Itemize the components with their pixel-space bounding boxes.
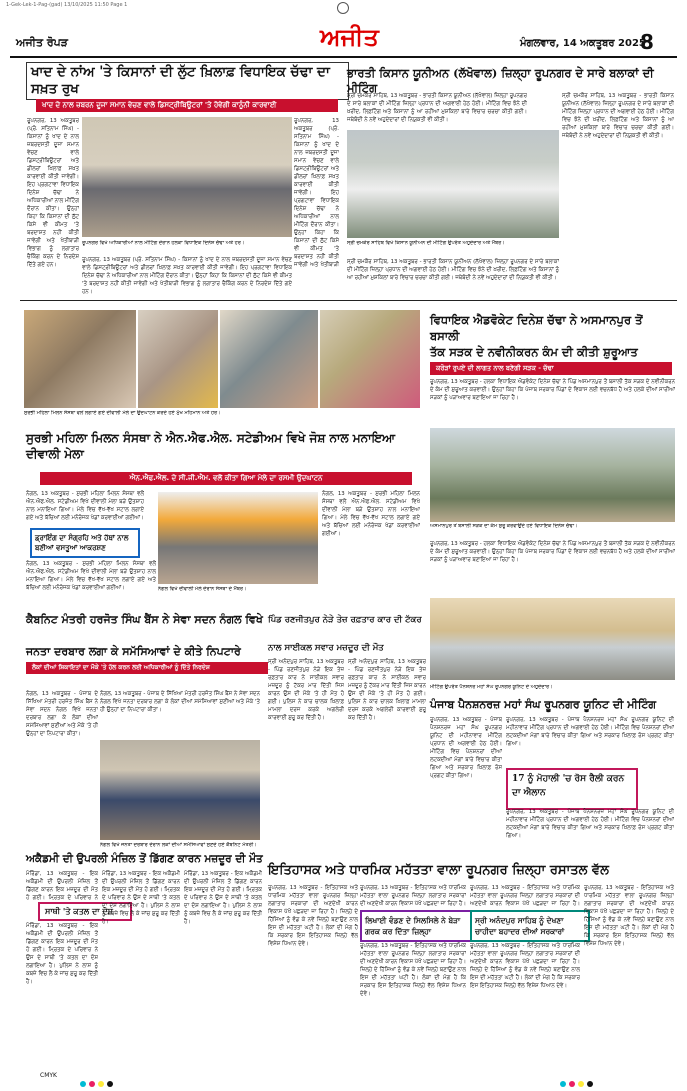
story2-caption: ਸ੍ਰੀ ਚਮਕੌਰ ਸਾਹਿਬ ਵਿਖੇ ਕਿਸਾਨ ਯੂਨੀਅਨ ਦੀ ਮੀਟਿੰਗ ਉਪਰੰਤ ਅਹੁਦੇਦਾਰ ਅਤੇ ਮੈਂਬਰ। (347, 240, 505, 246)
story5-caption: ਨੰਗਲ ਵਿਖੇ ਜਨਤਾ ਦਰਬਾਰ ਦੌਰਾਨ ਲੋਕਾਂ ਦੀਆਂ ਸਮੱਸਿਆਵਾਂ ਸੁਣਦੇ ਹੋਏ ਕੈਬਨਿਟ ਮੰਤਰੀ। (100, 842, 257, 848)
issue-date: ਮੰਗਲਵਾਰ, 14 ਅਕਤੂਬਰ 2025 (520, 38, 646, 49)
story6-headline-line1: ਪਿੰਡ ਰਣਜੀਤਪੁਰ ਨੇੜੇ ਤੇਜ਼ ਰਫ਼ਤਾਰ ਕਾਰ ਦੀ ਟੱਕਰ (268, 615, 422, 625)
story2-body-top: ਸ੍ਰੀ ਚਮਕੌਰ ਸਾਹਿਬ, 13 ਅਕਤੂਬਰ - ਭਾਰਤੀ ਕਿਸਾਨ ਯੂਨੀਅਨ (ਲੱਖੋਵਾਲ) ਜ਼ਿਲ੍ਹਾ ਰੂਪਨਗਰ ਦੇ ਸਾਰੇ ਬਲਾਕਾਂ ਦੀ ਮੀਟਿੰਗ ਜ਼ਿਲ੍ਹਾ ਪ੍ਰਧਾਨ ਦੀ ਅਗਵਾਈ ਹੇਠ ਹੋਈ। ਮੀਟਿੰਗ ਵਿਚ ਝੋਨੇ ਦੀ ਖ਼ਰੀਦ, ਲਿਫ਼ਟਿੰਗ ਅਤੇ ਕਿਸਾਨਾਂ ਨੂੰ ਆ ਰਹੀਆਂ ਮੁਸ਼ਕਿਲਾਂ ਬਾਰੇ ਵਿਚਾਰ ਚਰਚਾ ਕੀਤੀ ਗਈ। ਜਥੇਬੰਦੀ ਨੇ ਨਵੇਂ ਅਹੁਦੇਦਾਰਾਂ ਦੀ ਨਿਯੁਕਤੀ ਵੀ ਕੀਤੀ। (347, 93, 527, 123)
story4-body-top: ਨੰਗਲ, 13 ਅਕਤੂਬਰ - ਸੁਰਭੀ ਮਹਿਲਾ ਮਿਲਨ ਸੰਸਥਾ ਵਲੋਂ ਐਨ.ਐਫ.ਐਲ. ਸਟੇਡੀਅਮ ਵਿਖੇ ਦੀਵਾਲੀ ਮੇਲਾ ਬੜੇ ਉਤਸ਼ਾਹ ਨਾਲ ਮਨਾਇਆ ਗਿਆ। ਮੇਲੇ ਵਿਚ ਵੱਖ-ਵੱਖ ਸਟਾਲ ਲਗਾਏ ਗਏ ਅਤੇ ਬੱਚਿਆਂ ਲਈ ਮਨੋਰੰਜਕ ਖੇਡਾਂ ਕਰਵਾਈਆਂ ਗਈਆਂ। (26, 491, 144, 521)
story7-body-col1: ਰੂਪਨਗਰ, 13 ਅਕਤੂਬਰ - ਪੰਜਾਬ ਪੈਨਸ਼ਨਰਜ਼ ਮਹਾਂ ਸੰਘ ਰੂਪਨਗਰ ਯੂਨਿਟ ਦੀ ਮਹੀਨਾਵਾਰ ਮੀਟਿੰਗ ਪ੍ਰਧਾਨ ਦੀ ਅਗਵਾਈ ਹੇਠ ਹੋਈ। ਮੀਟਿੰਗ ਵਿਚ ਪੈਨਸ਼ਨਰਾਂ ਦੀਆਂ ਲਟਕਦੀਆਂ ਮੰਗਾਂ ਬਾਰੇ ਵਿਚਾਰ ਕੀਤਾ ਗਿਆ ਅਤੇ ਸਰਕਾਰ ਖ਼ਿਲਾਫ਼ ਰੋਸ ਪ੍ਰਗਟ ਕੀਤਾ ਗਿਆ। (430, 717, 502, 779)
story1-caption: ਰੂਪਨਗਰ ਵਿਖੇ ਅਧਿਕਾਰੀਆਂ ਨਾਲ ਮੀਟਿੰਗ ਦੌਰਾਨ ਹਲਕਾ ਵਿਧਾਇਕ ਦਿਨੇਸ਼ ਚੱਢਾ ਅਤੇ ਹੋਰ। (82, 240, 245, 246)
registration-dots (80, 1072, 116, 1091)
story1-photo (82, 117, 292, 237)
story4-photo-4 (320, 310, 420, 408)
story4-photo-2 (138, 310, 218, 408)
story4-body-col1: ਨੰਗਲ, 13 ਅਕਤੂਬਰ - ਸੁਰਭੀ ਮਹਿਲਾ ਮਿਲਨ ਸੰਸਥਾ ਵਲੋਂ ਐਨ.ਐਫ.ਐਲ. ਸਟੇਡੀਅਮ ਵਿਖੇ ਦੀਵਾਲੀ ਮੇਲਾ ਬੜੇ ਉਤਸ਼ਾਹ ਨਾਲ ਮਨਾਇਆ ਗਿਆ। ਮੇਲੇ ਵਿਚ ਵੱਖ-ਵੱਖ ਸਟਾਲ ਲਗਾਏ ਗਏ ਅਤੇ ਬੱਚਿਆਂ ਲਈ ਮਨੋਰੰਜਕ ਖੇਡਾਂ ਕਰਵਾਈਆਂ ਗਈਆਂ। (26, 561, 156, 591)
story3-caption: ਅਸਮਾਨਪੁਰ ਤੋਂ ਬਸਾਲੀ ਸੜਕ ਦਾ ਕੰਮ ਸ਼ੁਰੂ ਕਰਵਾਉਂਦੇ ਹੋਏ ਵਿਧਾਇਕ ਦਿਨੇਸ਼ ਚੱਢਾ। (430, 523, 578, 529)
story4-photo-3 (220, 310, 318, 408)
story4-highlight-box: ਡ੍ਰਾਇੰਗ ਦਾ ਸੰਗ੍ਰਹਿ ਅਤੇ ਹੱਥਾਂ ਨਾਲ ਬਣੀਆਂ ਵਸਤੂਆਂ ਆਕਰਸ਼ਣ (30, 528, 140, 558)
cmyk-label: CMYK (40, 1072, 57, 1079)
story5-subhead: ਲੋਕਾਂ ਦੀਆਂ ਸ਼ਿਕਾਇਤਾਂ ਦਾ ਮੌਕੇ 'ਤੇ ਹੱਲ ਕਰਨ ਲਈ ਅਧਿਕਾਰੀਆਂ ਨੂੰ ਦਿੱਤੇ ਨਿਰਦੇਸ਼ (26, 662, 268, 674)
story9-body-col3: ਰੂਪਨਗਰ, 13 ਅਕਤੂਬਰ - ਇਤਿਹਾਸਕ ਅਤੇ ਧਾਰਮਿਕ ਮਹੱਤਤਾ ਵਾਲਾ ਰੂਪਨਗਰ ਜ਼ਿਲ੍ਹਾ ਲਗਾਤਾਰ ਸਰਕਾਰਾਂ ਦੀ ਅਣਦੇਖੀ ਕਾਰਨ ਵਿਕਾਸ ਪੱਖੋਂ ਪਛੜਦਾ ਜਾ ਰਿਹਾ ਹੈ। ਜ਼ਿਲ੍ਹੇ ਦੇ ਹਿੱਸਿਆਂ ਨੂੰ ਵੰਡ ਕੇ ਨਵੇਂ ਜ਼ਿਲ੍ਹੇ ਬਣਾਉਣ ਨਾਲ ਇਸ ਦੀ ਮਹੱਤਤਾ ਘਟੀ ਹੈ। ਲੋਕਾਂ ਦੀ ਮੰਗ ਹੈ ਕਿ ਸਰਕਾਰ ਇਸ ਇਤਿਹਾਸਕ ਜ਼ਿਲ੍ਹੇ ਵੱਲ ਵਿਸ਼ੇਸ਼ ਧਿਆਨ ਦੇਵੇ। (470, 943, 580, 989)
story4-caption2: ਨੰਗਲ ਵਿਖੇ ਦੀਵਾਲੀ ਮੇਲੇ ਦੌਰਾਨ ਸੰਸਥਾ ਦੇ ਮੈਂਬਰ। (158, 586, 247, 592)
color-bar (40, 1072, 57, 1079)
story4-photo-1 (24, 310, 136, 408)
story9-body-col2-top: ਰੂਪਨਗਰ, 13 ਅਕਤੂਬਰ - ਇਤਿਹਾਸਕ ਅਤੇ ਧਾਰਮਿਕ ਮਹੱਤਤਾ ਵਾਲਾ ਰੂਪਨਗਰ ਜ਼ਿਲ੍ਹਾ ਲਗਾਤਾਰ ਸਰਕਾਰਾਂ ਦੀ ਅਣਦੇਖੀ ਕਾਰਨ ਵਿਕਾਸ ਪੱਖੋਂ ਪਛੜਦਾ ਜਾ ਰਿਹਾ ਹੈ। (360, 885, 466, 907)
story2-headline: ਭਾਰਤੀ ਕਿਸਾਨ ਯੂਨੀਅਨ (ਲੱਖੋਵਾਲ) ਜ਼ਿਲ੍ਹਾ ਰੂਪਨਗਰ ਦੇ ਸਾਰੇ ਬਲਾਕਾਂ ਦੀ ਮੀਟਿੰਗ (347, 66, 654, 95)
story8-body-col2: ਮੋਰਿੰਡਾ, 13 ਅਕਤੂਬਰ - ਇਕ ਅਕੈਡਮੀ ਦੀ ਉਪਰਲੀ ਮੰਜ਼ਿਲ ਤੋਂ ਡਿੱਗਣ ਕਾਰਨ ਇਕ ਮਜ਼ਦੂਰ ਦੀ ਮੌਤ ਹੋ ਗਈ। ਮ੍ਰਿਤਕ ਦੇ ਪਰਿਵਾਰ ਨੇ ਉਸ ਦੇ ਸਾਥੀ 'ਤੇ ਕਤਲ ਦਾ ਦੋਸ਼ ਲਗਾਇਆ ਹੈ। ਪੁਲਿਸ ਨੇ ਲਾਸ਼ ਨੂੰ ਕਬਜ਼ੇ ਵਿਚ ਲੈ ਕੇ ਜਾਂਚ ਸ਼ੁਰੂ ਕਰ ਦਿੱਤੀ ਹੈ। (102, 871, 180, 925)
story3-photo (430, 428, 675, 522)
divider (20, 300, 677, 301)
story1-body-col3: ਰੂਪਨਗਰ, 13 ਅਕਤੂਬਰ (ਪ੍ਰੋ. ਸਤਿਨਾਮ ਸਿੰਘ) - ਕਿਸਾਨਾਂ ਨੂੰ ਖਾਦ ਦੇ ਨਾਲ ਜ਼ਬਰਦਸਤੀ ਦੂਜਾ ਸਮਾਨ ਵੇਚਣ ਵਾਲੇ ਡਿਸਟ੍ਰੀਬਿਊਟਰਾਂ ਅਤੇ ਡੀਲਰਾਂ ਖ਼ਿਲਾਫ਼ ਸਖ਼ਤ ਕਾਰਵਾਈ ਕੀਤੀ ਜਾਵੇਗੀ। ਇਹ ਪ੍ਰਗਟਾਵਾ ਵਿਧਾਇਕ ਦਿਨੇਸ਼ ਚੱਢਾ ਨੇ ਅਧਿਕਾਰੀਆਂ ਨਾਲ ਮੀਟਿੰਗ ਦੌਰਾਨ ਕੀਤਾ। ਉਨ੍ਹਾਂ ਕਿਹਾ ਕਿ ਕਿਸਾਨਾਂ ਦੀ ਲੁੱਟ ਕਿਸੇ ਵੀ ਕੀਮਤ 'ਤੇ ਬਰਦਾਸ਼ਤ ਨਹੀਂ ਕੀਤੀ ਜਾਵੇਗੀ ਅਤੇ ਖੇਤੀਬਾੜੀ (294, 118, 339, 268)
story9-body-col1: ਰੂਪਨਗਰ, 13 ਅਕਤੂਬਰ - ਇਤਿਹਾਸਕ ਅਤੇ ਧਾਰਮਿਕ ਮਹੱਤਤਾ ਵਾਲਾ ਰੂਪਨਗਰ ਜ਼ਿਲ੍ਹਾ ਲਗਾਤਾਰ ਸਰਕਾਰਾਂ ਦੀ ਅਣਦੇਖੀ ਕਾਰਨ ਵਿਕਾਸ ਪੱਖੋਂ ਪਛੜਦਾ ਜਾ ਰਿਹਾ ਹੈ। ਜ਼ਿਲ੍ਹੇ ਦੇ ਹਿੱਸਿਆਂ ਨੂੰ ਵੰਡ ਕੇ ਨਵੇਂ ਜ਼ਿਲ੍ਹੇ ਬਣਾਉਣ ਨਾਲ ਇਸ ਦੀ ਮਹੱਤਤਾ ਘਟੀ ਹੈ। ਲੋਕਾਂ ਦੀ ਮੰਗ ਹੈ ਕਿ ਸਰਕਾਰ ਇਸ ਇਤਿਹਾਸਕ ਜ਼ਿਲ੍ਹੇ ਵੱਲ ਵਿਸ਼ੇਸ਼ ਧਿਆਨ ਦੇਵੇ। (268, 885, 358, 947)
story4-photo-group (158, 492, 318, 584)
story6-body-col1: ਸ੍ਰੀ ਅਨੰਦਪੁਰ ਸਾਹਿਬ, 13 ਅਕਤੂਬਰ - ਪਿੰਡ ਰਣਜੀਤਪੁਰ ਨੇੜੇ ਇਕ ਤੇਜ਼ ਰਫ਼ਤਾਰ ਕਾਰ ਨੇ ਸਾਈਕਲ ਸਵਾਰ ਮਜ਼ਦੂਰ ਨੂੰ ਟੱਕਰ ਮਾਰ ਦਿੱਤੀ ਜਿਸ ਕਾਰਨ ਉਸ ਦੀ ਮੌਕੇ 'ਤੇ ਹੀ ਮੌਤ ਹੋ ਗਈ। ਪੁਲਿਸ ਨੇ ਕਾਰ ਚਾਲਕ ਖ਼ਿਲਾਫ਼ ਮਾਮਲਾ ਦਰਜ ਕਰਕੇ ਅਗਲੇਰੀ ਕਾਰਵਾਈ ਸ਼ੁਰੂ ਕਰ ਦਿੱਤੀ ਹੈ। (268, 659, 344, 721)
story5-body-col1: ਨੰਗਲ, 13 ਅਕਤੂਬਰ - ਪੰਜਾਬ ਦੇ ਸਿੱਖਿਆ ਮੰਤਰੀ ਹਰਜੋਤ ਸਿੰਘ ਬੈਂਸ ਨੇ ਸੇਵਾ ਸਦਨ ਨੰਗਲ ਵਿਖੇ ਜਨਤਾ ਦਰਬਾਰ ਲਗਾ ਕੇ ਲੋਕਾਂ ਦੀਆਂ ਸਮੱਸਿਆਵਾਂ ਸੁਣੀਆਂ ਅਤੇ ਮੌਕੇ 'ਤੇ ਹੀ ਉਨ੍ਹਾਂ ਦਾ ਨਿਪਟਾਰਾ ਕੀਤਾ। (26, 691, 98, 737)
story8-body-col3: ਮੋਰਿੰਡਾ, 13 ਅਕਤੂਬਰ - ਇਕ ਅਕੈਡਮੀ ਦੀ ਉਪਰਲੀ ਮੰਜ਼ਿਲ ਤੋਂ ਡਿੱਗਣ ਕਾਰਨ ਇਕ ਮਜ਼ਦੂਰ ਦੀ ਮੌਤ ਹੋ ਗਈ। ਮ੍ਰਿਤਕ ਦੇ ਪਰਿਵਾਰ ਨੇ ਉਸ ਦੇ ਸਾਥੀ 'ਤੇ ਕਤਲ ਦਾ ਦੋਸ਼ ਲਗਾਇਆ ਹੈ। ਪੁਲਿਸ ਨੇ ਲਾਸ਼ ਨੂੰ ਕਬਜ਼ੇ ਵਿਚ ਲੈ ਕੇ ਜਾਂਚ ਸ਼ੁਰੂ ਕਰ ਦਿੱਤੀ ਹੈ। (184, 871, 262, 925)
story9-body-col3-top: ਰੂਪਨਗਰ, 13 ਅਕਤੂਬਰ - ਇਤਿਹਾਸਕ ਅਤੇ ਧਾਰਮਿਕ ਮਹੱਤਤਾ ਵਾਲਾ ਰੂਪਨਗਰ ਜ਼ਿਲ੍ਹਾ ਲਗਾਤਾਰ ਸਰਕਾਰਾਂ ਦੀ ਅਣਦੇਖੀ ਕਾਰਨ ਵਿਕਾਸ ਪੱਖੋਂ ਪਛੜਦਾ ਜਾ ਰਿਹਾ ਹੈ। (470, 885, 580, 907)
story8-headline: ਅਕੈਡਮੀ ਦੀ ਉਪਰਲੀ ਮੰਜ਼ਿਲ ਤੋਂ ਡਿੱਗਣ ਕਾਰਨ ਮਜ਼ਦੂਰ ਦੀ ਮੌਤ (26, 853, 263, 865)
edition-name: ਅਜੀਤ ਰੋਪੜ (16, 36, 68, 49)
registration-mark-icon (337, 2, 349, 14)
story6-headline-line2: ਨਾਲ ਸਾਈਕਲ ਸਵਾਰ ਮਜ਼ਦੂਰ ਦੀ ਮੌਤ (268, 643, 384, 653)
newspaper-logo: ਅਜੀਤ (320, 22, 379, 51)
story9-headline: ਇਤਿਹਾਸਕ ਅਤੇ ਧਾਰਮਿਕ ਮਹੱਤਤਾ ਵਾਲਾ ਰੂਪਨਗਰ ਜ਼ਿਲ੍ਹਾ ਰਸਾਤਲ ਵੱਲ (268, 863, 609, 878)
story4-headline: ਸੁਰਭੀ ਮਹਿਲਾ ਮਿਲਨ ਸੰਸਥਾ ਨੇ ਐਨ.ਐਫ.ਐਲ. ਸਟੇਡੀਅਮ ਵਿਖੇ ਜੋਸ਼ ਨਾਲ ਮਨਾਇਆ ਦੀਵਾਲੀ ਮੇਲਾ (26, 431, 396, 461)
story1-body-bottom: ਰੂਪਨਗਰ, 13 ਅਕਤੂਬਰ (ਪ੍ਰੋ. ਸਤਿਨਾਮ ਸਿੰਘ) - ਕਿਸਾਨਾਂ ਨੂੰ ਖਾਦ ਦੇ ਨਾਲ ਜ਼ਬਰਦਸਤੀ ਦੂਜਾ ਸਮਾਨ ਵੇਚਣ ਵਾਲੇ ਡਿਸਟ੍ਰੀਬਿਊਟਰਾਂ ਅਤੇ ਡੀਲਰਾਂ ਖ਼ਿਲਾਫ਼ ਸਖ਼ਤ ਕਾਰਵਾਈ ਕੀਤੀ ਜਾਵੇਗੀ। ਇਹ ਪ੍ਰਗਟਾਵਾ ਵਿਧਾਇਕ ਦਿਨੇਸ਼ ਚੱਢਾ ਨੇ ਅਧਿਕਾਰੀਆਂ ਨਾਲ ਮੀਟਿੰਗ ਦੌਰਾਨ ਕੀਤਾ। ਉਨ੍ਹਾਂ ਕਿਹਾ ਕਿ ਕਿਸਾਨਾਂ ਦੀ ਲੁੱਟ ਕਿਸੇ ਵੀ ਕੀਮਤ 'ਤੇ ਬਰਦਾਸ਼ਤ ਨਹੀਂ ਕੀਤੀ ਜਾਵੇਗੀ ਅਤੇ ਖੇਤੀਬਾੜੀ ਵਿਭਾਗ ਨੂੰ ਲਗਾਤਾਰ ਚੈਕਿੰਗ ਕਰਨ ਦੇ ਨਿਰਦੇਸ਼ ਦਿੱਤੇ ਗਏ ਹਨ। (82, 257, 292, 295)
story2-body-bottom: ਸ੍ਰੀ ਚਮਕੌਰ ਸਾਹਿਬ, 13 ਅਕਤੂਬਰ - ਭਾਰਤੀ ਕਿਸਾਨ ਯੂਨੀਅਨ (ਲੱਖੋਵਾਲ) ਜ਼ਿਲ੍ਹਾ ਰੂਪਨਗਰ ਦੇ ਸਾਰੇ ਬਲਾਕਾਂ ਦੀ ਮੀਟਿੰਗ ਜ਼ਿਲ੍ਹਾ ਪ੍ਰਧਾਨ ਦੀ ਅਗਵਾਈ ਹੇਠ ਹੋਈ। ਮੀਟਿੰਗ ਵਿਚ ਝੋਨੇ ਦੀ ਖ਼ਰੀਦ, ਲਿਫ਼ਟਿੰਗ ਅਤੇ ਕਿਸਾਨਾਂ ਨੂੰ ਆ ਰਹੀਆਂ ਮੁਸ਼ਕਿਲਾਂ ਬਾਰੇ ਵਿਚਾਰ ਚਰਚਾ ਕੀਤੀ ਗਈ। ਜਥੇਬੰਦੀ ਨੇ ਨਵੇਂ ਅਹੁਦੇਦਾਰਾਂ ਦੀ ਨਿਯੁਕਤੀ ਵੀ ਕੀਤੀ। (347, 259, 559, 281)
story2-photo (347, 130, 559, 238)
story7-body-col2: ਰੂਪਨਗਰ, 13 ਅਕਤੂਬਰ - ਪੰਜਾਬ ਪੈਨਸ਼ਨਰਜ਼ ਮਹਾਂ ਸੰਘ ਰੂਪਨਗਰ ਯੂਨਿਟ ਦੀ ਮਹੀਨਾਵਾਰ ਮੀਟਿੰਗ ਪ੍ਰਧਾਨ ਦੀ ਅਗਵਾਈ ਹੇਠ ਹੋਈ। ਮੀਟਿੰਗ ਵਿਚ ਪੈਨਸ਼ਨਰਾਂ ਦੀਆਂ ਲਟਕਦੀਆਂ ਮੰਗਾਂ ਬਾਰੇ ਵਿਚਾਰ ਕੀਤਾ ਗਿਆ ਅਤੇ ਸਰਕਾਰ ਖ਼ਿਲਾਫ਼ ਰੋਸ ਪ੍ਰਗਟ ਕੀਤਾ ਗਿਆ। (506, 717, 674, 747)
story3-headline-line2: ਤੱਕ ਸੜਕ ਦੇ ਨਵੀਨੀਕਰਨ ਕੰਮ ਦੀ ਕੀਤੀ ਸ਼ੁਰੂਆਤ (430, 345, 638, 359)
story6-body-col2: ਸ੍ਰੀ ਅਨੰਦਪੁਰ ਸਾਹਿਬ, 13 ਅਕਤੂਬਰ - ਪਿੰਡ ਰਣਜੀਤਪੁਰ ਨੇੜੇ ਇਕ ਤੇਜ਼ ਰਫ਼ਤਾਰ ਕਾਰ ਨੇ ਸਾਈਕਲ ਸਵਾਰ ਮਜ਼ਦੂਰ ਨੂੰ ਟੱਕਰ ਮਾਰ ਦਿੱਤੀ ਜਿਸ ਕਾਰਨ ਉਸ ਦੀ ਮੌਕੇ 'ਤੇ ਹੀ ਮੌਤ ਹੋ ਗਈ। ਪੁਲਿਸ ਨੇ ਕਾਰ ਚਾਲਕ ਖ਼ਿਲਾਫ਼ ਮਾਮਲਾ ਦਰਜ ਕਰਕੇ ਅਗਲੇਰੀ ਕਾਰਵਾਈ ਸ਼ੁਰੂ ਕਰ ਦਿੱਤੀ ਹੈ। (348, 659, 426, 721)
story8-body-col1: ਮੋਰਿੰਡਾ, 13 ਅਕਤੂਬਰ - ਇਕ ਅਕੈਡਮੀ ਦੀ ਉਪਰਲੀ ਮੰਜ਼ਿਲ ਤੋਂ ਡਿੱਗਣ ਕਾਰਨ ਇਕ ਮਜ਼ਦੂਰ ਦੀ ਮੌਤ ਹੋ ਗਈ। ਮ੍ਰਿਤਕ ਦੇ ਪਰਿਵਾਰ ਨੇ ਉਸ ਦੇ ਸਾਥੀ 'ਤੇ ਕਤਲ ਦਾ ਦੋਸ਼ ਲਗਾਇਆ ਹੈ। ਪੁਲਿਸ ਨੇ ਲਾਸ਼ ਨੂੰ ਕਬਜ਼ੇ ਵਿਚ ਲੈ ਕੇ ਜਾਂਚ ਸ਼ੁਰੂ ਕਰ ਦਿੱਤੀ ਹੈ। (26, 923, 98, 985)
story5-headline-line2: ਜਨਤਾ ਦਰਬਾਰ ਲਗਾ ਕੇ ਸਮੱਸਿਆਵਾਂ ਦੇ ਕੀਤੇ ਨਿਪਟਾਰੇ (26, 645, 241, 658)
story5-headline-line1: ਕੈਬਨਿਟ ਮੰਤਰੀ ਹਰਜੋਤ ਸਿੰਘ ਬੈਂਸ ਨੇ ਸੇਵਾ ਸਦਨ ਨੰਗਲ ਵਿਖੇ (26, 613, 263, 626)
story8-highlight-box: ਸਾਥੀ 'ਤੇ ਕਤਲ ਦਾ ਦੋਸ਼ (38, 902, 132, 921)
story3-subhead: ਕਰੋੜਾਂ ਰੁਪਏ ਦੀ ਲਾਗਤ ਨਾਲ ਬਣੇਗੀ ਸੜਕ - ਚੱਢਾ (430, 362, 672, 375)
story2-body-col: ਸ੍ਰੀ ਚਮਕੌਰ ਸਾਹਿਬ, 13 ਅਕਤੂਬਰ - ਭਾਰਤੀ ਕਿਸਾਨ ਯੂਨੀਅਨ (ਲੱਖੋਵਾਲ) ਜ਼ਿਲ੍ਹਾ ਰੂਪਨਗਰ ਦੇ ਸਾਰੇ ਬਲਾਕਾਂ ਦੀ ਮੀਟਿੰਗ ਜ਼ਿਲ੍ਹਾ ਪ੍ਰਧਾਨ ਦੀ ਅਗਵਾਈ ਹੇਠ ਹੋਈ। ਮੀਟਿੰਗ ਵਿਚ ਝੋਨੇ ਦੀ ਖ਼ਰੀਦ, ਲਿਫ਼ਟਿੰਗ ਅਤੇ ਕਿਸਾਨਾਂ ਨੂੰ ਆ ਰਹੀਆਂ ਮੁਸ਼ਕਿਲਾਂ ਬਾਰੇ ਵਿਚਾਰ ਚਰਚਾ ਕੀਤੀ ਗਈ। ਜਥੇਬੰਦੀ ਨੇ ਨਵੇਂ ਅਹੁਦੇਦਾਰਾਂ ਦੀ ਨਿਯੁਕਤੀ ਵੀ ਕੀਤੀ। (562, 93, 674, 139)
story5-body-col2: ਨੰਗਲ, 13 ਅਕਤੂਬਰ - ਪੰਜਾਬ ਦੇ ਸਿੱਖਿਆ ਮੰਤਰੀ ਹਰਜੋਤ ਸਿੰਘ ਬੈਂਸ ਨੇ ਸੇਵਾ ਸਦਨ ਨੰਗਲ ਵਿਖੇ ਜਨਤਾ ਦਰਬਾਰ ਲਗਾ ਕੇ ਲੋਕਾਂ ਦੀਆਂ ਸਮੱਸਿਆਵਾਂ ਸੁਣੀਆਂ ਅਤੇ ਮੌਕੇ 'ਤੇ ਹੀ ਉਨ੍ਹਾਂ ਦਾ ਨਿਪਟਾਰਾ ਕੀਤਾ। (100, 691, 260, 713)
story3-body-top: ਰੂਪਨਗਰ, 13 ਅਕਤੂਬਰ - ਹਲਕਾ ਵਿਧਾਇਕ ਐਡਵੋਕੇਟ ਦਿਨੇਸ਼ ਚੱਢਾ ਨੇ ਪਿੰਡ ਅਸਮਾਨਪੁਰ ਤੋਂ ਬਸਾਲੀ ਤੱਕ ਸੜਕ ਦੇ ਨਵੀਨੀਕਰਨ ਦੇ ਕੰਮ ਦੀ ਸ਼ੁਰੂਆਤ ਕਰਵਾਈ। ਉਨ੍ਹਾਂ ਕਿਹਾ ਕਿ ਪੰਜਾਬ ਸਰਕਾਰ ਪਿੰਡਾਂ ਦੇ ਵਿਕਾਸ ਲਈ ਵਚਨਬੱਧ ਹੈ ਅਤੇ ਹਲਕੇ ਦੀਆਂ ਸਾਰੀਆਂ ਸੜਕਾਂ ਨੂੰ ਪੜਾਅਵਾਰ ਬਣਾਇਆ ਜਾ ਰਿਹਾ ਹੈ। (430, 379, 675, 401)
story7-headline: ਪੰਜਾਬ ਪੈਨਸ਼ਨਰਜ਼ ਮਹਾਂ ਸੰਘ ਰੂਪਨਗਰ ਯੂਨਿਟ ਦੀ ਮੀਟਿੰਗ (430, 698, 657, 711)
story9-body-col2: ਰੂਪਨਗਰ, 13 ਅਕਤੂਬਰ - ਇਤਿਹਾਸਕ ਅਤੇ ਧਾਰਮਿਕ ਮਹੱਤਤਾ ਵਾਲਾ ਰੂਪਨਗਰ ਜ਼ਿਲ੍ਹਾ ਲਗਾਤਾਰ ਸਰਕਾਰਾਂ ਦੀ ਅਣਦੇਖੀ ਕਾਰਨ ਵਿਕਾਸ ਪੱਖੋਂ ਪਛੜਦਾ ਜਾ ਰਿਹਾ ਹੈ। ਜ਼ਿਲ੍ਹੇ ਦੇ ਹਿੱਸਿਆਂ ਨੂੰ ਵੰਡ ਕੇ ਨਵੇਂ ਜ਼ਿਲ੍ਹੇ ਬਣਾਉਣ ਨਾਲ ਇਸ ਦੀ ਮਹੱਤਤਾ ਘਟੀ ਹੈ। ਲੋਕਾਂ ਦੀ ਮੰਗ ਹੈ ਕਿ ਸਰਕਾਰ ਇਸ ਇਤਿਹਾਸਕ ਜ਼ਿਲ੍ਹੇ ਵੱਲ ਵਿਸ਼ੇਸ਼ ਧਿਆਨ ਦੇਵੇ। (360, 943, 466, 997)
story7-body-col3: ਰੂਪਨਗਰ, 13 ਅਕਤੂਬਰ - ਪੰਜਾਬ ਪੈਨਸ਼ਨਰਜ਼ ਮਹਾਂ ਸੰਘ ਰੂਪਨਗਰ ਯੂਨਿਟ ਦੀ ਮਹੀਨਾਵਾਰ ਮੀਟਿੰਗ ਪ੍ਰਧਾਨ ਦੀ ਅਗਵਾਈ ਹੇਠ ਹੋਈ। ਮੀਟਿੰਗ ਵਿਚ ਪੈਨਸ਼ਨਰਾਂ ਦੀਆਂ ਲਟਕਦੀਆਂ ਮੰਗਾਂ ਬਾਰੇ ਵਿਚਾਰ ਕੀਤਾ ਗਿਆ ਅਤੇ ਸਰਕਾਰ ਖ਼ਿਲਾਫ਼ ਰੋਸ ਪ੍ਰਗਟ ਕੀਤਾ ਗਿਆ। (506, 809, 674, 839)
story4-subhead: ਐਨ.ਐਫ.ਐਲ. ਦੇ ਸੀ.ਜੀ.ਐਮ. ਵਲੋਂ ਕੀਤਾ ਗਿਆ ਮੇਲੇ ਦਾ ਰਸਮੀ ਉਦਘਾਟਨ (40, 472, 412, 485)
story3-body-bottom: ਰੂਪਨਗਰ, 13 ਅਕਤੂਬਰ - ਹਲਕਾ ਵਿਧਾਇਕ ਐਡਵੋਕੇਟ ਦਿਨੇਸ਼ ਚੱਢਾ ਨੇ ਪਿੰਡ ਅਸਮਾਨਪੁਰ ਤੋਂ ਬਸਾਲੀ ਤੱਕ ਸੜਕ ਦੇ ਨਵੀਨੀਕਰਨ ਦੇ ਕੰਮ ਦੀ ਸ਼ੁਰੂਆਤ ਕਰਵਾਈ। ਉਨ੍ਹਾਂ ਕਿਹਾ ਕਿ ਪੰਜਾਬ ਸਰਕਾਰ ਪਿੰਡਾਂ ਦੇ ਵਿਕਾਸ ਲਈ ਵਚਨਬੱਧ ਹੈ ਅਤੇ ਹਲਕੇ ਦੀਆਂ ਸਾਰੀਆਂ ਸੜਕਾਂ ਨੂੰ ਪੜਾਅਵਾਰ ਬਣਾਇਆ ਜਾ ਰਿਹਾ ਹੈ। (430, 541, 675, 563)
story3-headline-line1: ਵਿਧਾਇਕ ਐਡਵੋਕੇਟ ਦਿਨੇਸ਼ ਚੱਢਾ ਨੇ ਅਸਮਾਨਪੁਰ ਤੋਂ ਬਸਾਲੀ (430, 313, 643, 343)
story8-body-top: ਮੋਰਿੰਡਾ, 13 ਅਕਤੂਬਰ - ਇਕ ਅਕੈਡਮੀ ਦੀ ਉਪਰਲੀ ਮੰਜ਼ਿਲ ਤੋਂ ਡਿੱਗਣ ਕਾਰਨ ਇਕ ਮਜ਼ਦੂਰ ਦੀ ਮੌਤ ਹੋ ਗਈ। ਮ੍ਰਿਤਕ ਦੇ ਪਰਿਵਾਰ ਨੇ (26, 871, 98, 900)
story1-body-col1: ਰੂਪਨਗਰ, 13 ਅਕਤੂਬਰ (ਪ੍ਰੋ. ਸਤਿਨਾਮ ਸਿੰਘ) - ਕਿਸਾਨਾਂ ਨੂੰ ਖਾਦ ਦੇ ਨਾਲ ਜ਼ਬਰਦਸਤੀ ਦੂਜਾ ਸਮਾਨ ਵੇਚਣ ਵਾਲੇ ਡਿਸਟ੍ਰੀਬਿਊਟਰਾਂ ਅਤੇ ਡੀਲਰਾਂ ਖ਼ਿਲਾਫ਼ ਸਖ਼ਤ ਕਾਰਵਾਈ ਕੀਤੀ ਜਾਵੇਗੀ। ਇਹ ਪ੍ਰਗਟਾਵਾ ਵਿਧਾਇਕ ਦਿਨੇਸ਼ ਚੱਢਾ ਨੇ ਅਧਿਕਾਰੀਆਂ ਨਾਲ ਮੀਟਿੰਗ ਦੌਰਾਨ ਕੀਤਾ। ਉਨ੍ਹਾਂ ਕਿਹਾ ਕਿ ਕਿਸਾਨਾਂ ਦੀ ਲੁੱਟ ਕਿਸੇ ਵੀ ਕੀਮਤ 'ਤੇ ਬਰਦਾਸ਼ਤ ਨਹੀਂ ਕੀਤੀ ਜਾਵੇਗੀ ਅਤੇ ਖੇਤੀਬਾੜੀ ਵਿਭਾਗ ਨੂੰ ਲਗਾਤਾਰ ਚੈਕਿੰਗ ਕਰਨ ਦੇ ਨਿਰਦੇਸ਼ ਦਿੱਤੇ ਗਏ ਹਨ। (27, 118, 79, 268)
story1-subhead: ਖਾਦ ਦੇ ਨਾਲ ਜ਼ਬਰਨ ਦੂਜਾ ਸਮਾਨ ਵੇਚਣ ਵਾਲੇ ਡਿਸਟ੍ਰੀਬਿਊਟਰਾਂ 'ਤੇ ਹੋਵੇਗੀ ਕਾਨੂੰਨੀ ਕਾਰਵਾਈ (36, 99, 338, 112)
page-number: 8 (640, 30, 654, 54)
story7-highlight-box: 17 ਨੂੰ ਮੋਹਾਲੀ 'ਚ ਰੋਸ ਰੈਲੀ ਕਰਨ ਦਾ ਐਲਾਨ (506, 768, 638, 810)
story1-headline: ਖਾਦ ਦੇ ਨਾਂਅ 'ਤੇ ਕਿਸਾਨਾਂ ਦੀ ਲੁੱਟ ਖ਼ਿਲਾਫ਼ ਵਿਧਾਇਕ ਚੱਢਾ ਦਾ ਸਖ਼ਤ ਰੁਖ (26, 62, 349, 100)
story7-photo (430, 598, 675, 680)
story7-caption: ਮੀਟਿੰਗ ਉਪਰੰਤ ਪੈਨਸ਼ਨਰ ਮਹਾਂ ਸੰਘ ਰੂਪਨਗਰ ਯੂਨਿਟ ਦੇ ਅਹੁਦੇਦਾਰ। (430, 684, 553, 690)
story9-highlight-box-2: ਸ੍ਰੀ ਅਨੰਦਪੁਰ ਸਾਹਿਬ ਨੂੰ ਦੇਖਣਾ ਚਾਹੀਦਾ ਬਹਾਦਰ ਦੀਆਂ ਸਰਕਾਰਾਂ (470, 910, 590, 942)
registration-dots-right (560, 1072, 596, 1091)
story4-photo-caption: ਸੁਰਭੀ ਮਹਿਲਾ ਮਿਲਨ ਸੰਸਥਾ ਵਲੋਂ ਲਗਾਏ ਗਏ ਦੀਵਾਲੀ ਮੇਲੇ ਦਾ ਉਦਘਾਟਨ ਕਰਦੇ ਹੋਏ ਮੁੱਖ ਮਹਿਮਾਨ ਅਤੇ ਹੋਰ। (24, 410, 221, 416)
story9-body-col4: ਰੂਪਨਗਰ, 13 ਅਕਤੂਬਰ - ਇਤਿਹਾਸਕ ਅਤੇ ਧਾਰਮਿਕ ਮਹੱਤਤਾ ਵਾਲਾ ਰੂਪਨਗਰ ਜ਼ਿਲ੍ਹਾ ਲਗਾਤਾਰ ਸਰਕਾਰਾਂ ਦੀ ਅਣਦੇਖੀ ਕਾਰਨ ਵਿਕਾਸ ਪੱਖੋਂ ਪਛੜਦਾ ਜਾ ਰਿਹਾ ਹੈ। ਜ਼ਿਲ੍ਹੇ ਦੇ ਹਿੱਸਿਆਂ ਨੂੰ ਵੰਡ ਕੇ ਨਵੇਂ ਜ਼ਿਲ੍ਹੇ ਬਣਾਉਣ ਨਾਲ ਇਸ ਦੀ ਮਹੱਤਤਾ ਘਟੀ ਹੈ। ਲੋਕਾਂ ਦੀ ਮੰਗ ਹੈ ਕਿ ਸਰਕਾਰ ਇਸ ਇਤਿਹਾਸਕ ਜ਼ਿਲ੍ਹੇ ਵੱਲ ਵਿਸ਼ੇਸ਼ ਧਿਆਨ ਦੇਵੇ। (584, 885, 674, 947)
story4-body-col2: ਨੰਗਲ, 13 ਅਕਤੂਬਰ - ਸੁਰਭੀ ਮਹਿਲਾ ਮਿਲਨ ਸੰਸਥਾ ਵਲੋਂ ਐਨ.ਐਫ.ਐਲ. ਸਟੇਡੀਅਮ ਵਿਖੇ ਦੀਵਾਲੀ ਮੇਲਾ ਬੜੇ ਉਤਸ਼ਾਹ ਨਾਲ ਮਨਾਇਆ ਗਿਆ। ਮੇਲੇ ਵਿਚ ਵੱਖ-ਵੱਖ ਸਟਾਲ ਲਗਾਏ ਗਏ ਅਤੇ ਬੱਚਿਆਂ ਲਈ ਮਨੋਰੰਜਕ ਖੇਡਾਂ ਕਰਵਾਈਆਂ ਗਈਆਂ। (322, 491, 420, 537)
story5-photo (100, 740, 260, 840)
story9-highlight-box-1: ਲਿਖਾਈ ਵੰਡਣ ਦੇ ਸਿਲਸਿਲੇ ਨੇ ਬੇੜਾ ਗਰਕ ਕਰ ਦਿੱਤਾ ਜ਼ਿਲ੍ਹਾ (360, 910, 476, 942)
slug-text: 1-Gek-Lek-1-Pag-(gad) 13/10/2025 11:50 Page 1 (6, 2, 128, 8)
